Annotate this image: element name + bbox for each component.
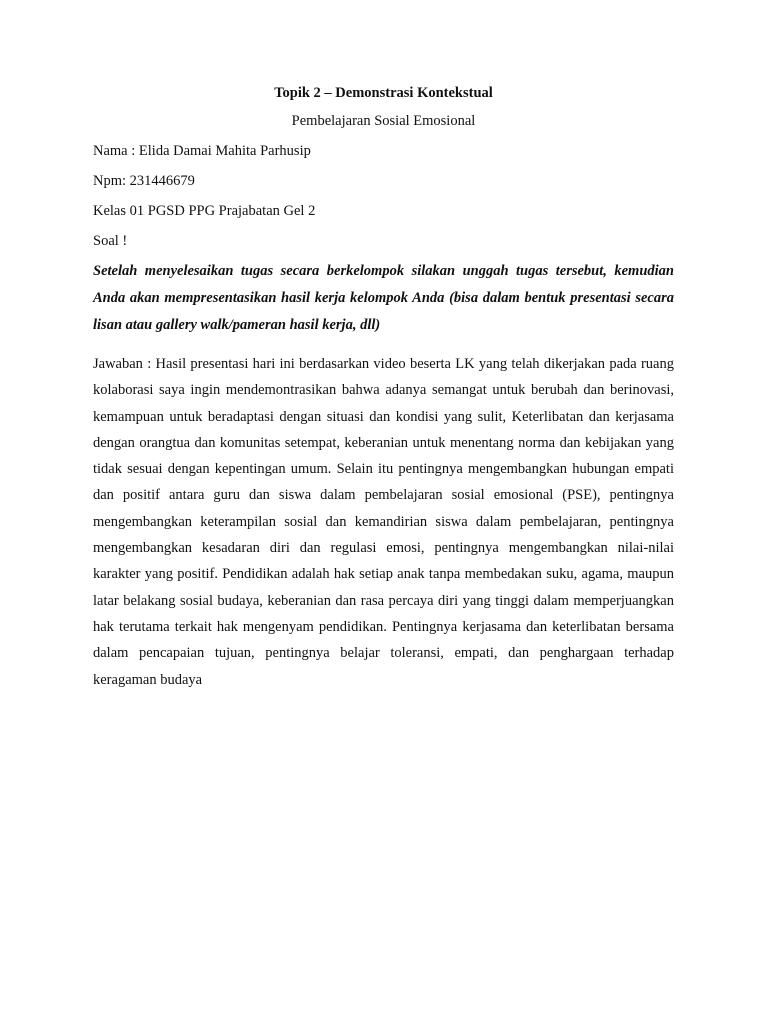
student-name: Nama : Elida Damai Mahita Parhusip <box>93 143 311 159</box>
student-npm: Npm: 231446679 <box>93 173 195 189</box>
student-class: Kelas 01 PGSD PPG Prajabatan Gel 2 <box>93 203 316 219</box>
document-subtitle: Pembelajaran Sosial Emosional <box>291 113 476 129</box>
document-title: Topik 2 – Demonstrasi Kontekstual <box>274 85 493 101</box>
document-page <box>93 80 674 693</box>
answer-text: Jawaban : Hasil presentasi hari ini berdasarkan video beserta LK yang telah dikerjakan pada ruang kolaborasi saya ingin mendemontrasikan bahwa adanya semangat untuk berubah dan berinovasi, kemampuan untuk beradaptasi dengan situasi dan kondisi yang sulit, Keterlibatan dan kerjasama dengan orangtua dan komunitas setempat, keberanian untuk menentang norma dan kebijakan yang tidak sesuai dengan kepentingan umum. Selain itu pentingnya mengembangkan hubungan empati dan positif antara guru dan siswa dalam pembelajaran sosial emosional (PSE), pentingnya mengembangkan keterampilan sosial dan kemandirian siswa dalam pembelajaran, pentingnya mengembangkan kesadaran diri dan regulasi emosi, pentingnya mengembangkan nilai-nilai karakter yang positif. Pendidikan adalah hak setiap anak tanpa membedakan suku, agama, maupun latar belakang sosial budaya, keberanian dan rasa percaya diri yang tinggi dalam memperjuangkan hak terutama terkait hak mengenyam pendidikan. Pentingnya kerjasama dan keterlibatan bersama dalam pencapaian tujuan, pentingnya belajar toleransi, empati, dan penghargaan terhadap keragaman budaya <box>93 356 674 688</box>
question-label: Soal ! <box>93 233 128 249</box>
question-text: Setelah menyelesaikan tugas secara berkelompok silakan unggah tugas tersebut, kemudian Anda akan mempresentasikan hasil kerja kelompok Anda (bisa dalam bentuk presentasi secara lisan atau gallery walk/pameran hasil kerja, dll) <box>93 263 674 333</box>
